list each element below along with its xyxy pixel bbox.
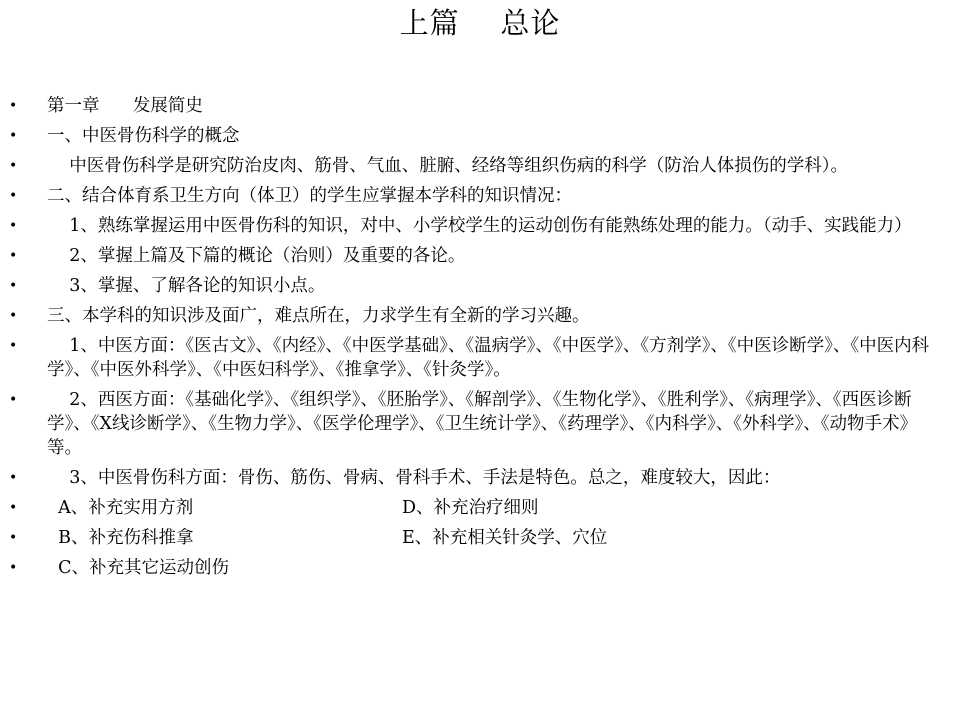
bullet-text: 3、掌握、了解各论的知识小点。	[47, 276, 326, 296]
bullet-icon: •	[9, 530, 18, 546]
bullet-text: 2、西医方面：《基础化学》、《组织学》、《胚胎学》、《解剖学》、《生物化学》、《胜利学》、《病理学》、《西医诊断学》、《X线诊断学》、《生物力学》、《医学伦理学》、《卫生统计学》、《药理学》、《内科学》、《外科学》、《动物手术》等。	[47, 390, 917, 458]
bullet-icon: •	[9, 158, 18, 174]
supplement-right	[402, 556, 944, 580]
supplement-right: D、补充治疗细则	[402, 498, 539, 518]
bullet-icon: •	[9, 470, 18, 486]
bullet-item	[0, 334, 960, 382]
bullet-icon: •	[9, 278, 18, 294]
bullet-text: 1、中医方面：《医古文》、《内经》、《中医学基础》、《温病学》、《中医学》、《方剂学》、《中医诊断学》、《中医内科学》、《中医外科学》、《中医妇科学》、《推拿学》、《针灸学》。	[47, 336, 930, 380]
bullet-item	[0, 214, 960, 238]
bullet-icon: •	[9, 308, 18, 324]
slide-title: 上篇 总论	[399, 6, 561, 40]
bullet-icon: •	[9, 218, 18, 234]
bullet-icon: •	[9, 500, 18, 516]
bullet-text: 3、中医骨伤科方面：骨伤、筋伤、骨病、骨科手术、手法是特色。总之，难度较大，因此：	[47, 468, 781, 488]
bullet-text: 1、熟练掌握运用中医骨伤科的知识，对中、小学校学生的运动创伤有能熟练处理的能力。（动手、实践能力）	[47, 216, 912, 236]
bullet-icon: •	[9, 98, 18, 114]
slide-content	[0, 94, 960, 586]
supplement-row	[0, 496, 960, 520]
bullet-item	[0, 466, 960, 490]
supplement-row	[0, 556, 960, 580]
supplement-left: C、补充其它运动创伤	[47, 558, 230, 578]
bullet-item	[0, 304, 960, 328]
supplement-right: E、补充相关针灸学、穴位	[402, 528, 608, 548]
bullet-icon: •	[9, 248, 18, 264]
bullet-item	[0, 388, 960, 460]
bullet-text: 第一章 发展简史	[47, 96, 203, 116]
bullet-icon: •	[9, 188, 18, 204]
bullet-item	[0, 124, 960, 148]
bullet-icon: •	[9, 392, 18, 408]
supplement-left: B、补充伤科推拿	[47, 528, 194, 548]
bullet-item	[0, 94, 960, 118]
supplement-left: A、补充实用方剂	[47, 498, 194, 518]
bullet-text: 三、本学科的知识涉及面广，难点所在，力求学生有全新的学习兴趣。	[47, 306, 590, 326]
supplement-row	[0, 526, 960, 550]
bullet-text: 中医骨伤科学是研究防治皮肉、筋骨、气血、脏腑、经络等组织伤病的科学（防治人体损伤的学科）。	[47, 156, 849, 176]
bullet-text: 2、掌握上篇及下篇的概论（治则）及重要的各论。	[47, 246, 466, 266]
bullet-text: 一、中医骨伤科学的概念	[47, 126, 240, 146]
bullet-item	[0, 154, 960, 178]
bullet-icon: •	[9, 560, 18, 576]
bullet-text: 二、结合体育系卫生方向（体卫）的学生应掌握本学科的知识情况：	[47, 186, 572, 206]
bullet-icon: •	[9, 338, 18, 354]
bullet-item	[0, 244, 960, 268]
bullet-item	[0, 184, 960, 208]
bullet-item	[0, 274, 960, 298]
bullet-icon: •	[9, 128, 18, 144]
